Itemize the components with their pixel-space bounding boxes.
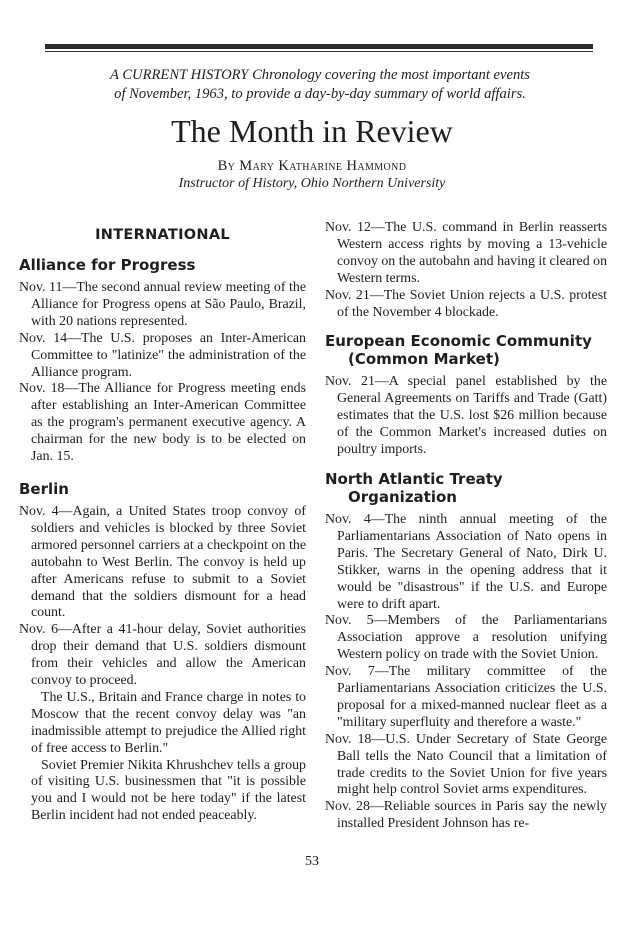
top-rule-thin xyxy=(45,51,593,52)
author-affiliation: Instructor of History, Ohio Northern University xyxy=(178,176,446,191)
entry-berlin-nov21: Nov. 21—The Soviet Union rejects a U.S. protest of the November 4 blockade. xyxy=(325,287,607,320)
entry-berlin-khrushchev: Soviet Premier Nikita Khrushchev tells a group of visiting U.S. businessmen that "it is possible you and I would not be here today" if the latest Berlin incident had not ended peaceably. xyxy=(31,757,306,824)
entry-nato-nov7: Nov. 7—The military committee of the Parliamentarians Association criticizes the U.S. proposal for a mixed-manned nuclear fleet as a "military superfluity and therefore a waste." xyxy=(325,664,607,730)
section-title-nato xyxy=(325,470,607,506)
entry-nato-nov18: Nov. 18—U.S. Under Secretary of State George Ball tells the Nato Council that a limitation of trade credits to the Soviet Union for five years might help control Soviet arms expenditures. xyxy=(325,731,607,798)
section-title-eec xyxy=(325,332,607,368)
intro-blurb xyxy=(60,66,580,104)
left-column xyxy=(19,220,306,825)
entry-alliance-nov11: Nov. 11—The second annual review meeting of the Alliance for Progress opens at São Paulo, Brazil, with 20 nations represented. xyxy=(19,280,306,329)
section-title-berlin: Berlin xyxy=(19,479,69,498)
page-title: The Month in Review xyxy=(171,113,453,149)
entry-berlin-notes: The U.S., Britain and France charge in notes to Moscow that the recent convoy delay was "an inadmissible attempt to prejudice the Allied right of free access to Berlin." xyxy=(31,689,306,756)
entry-alliance-nov18: Nov. 18—The Alliance for Progress meeting ends after establishing an Inter-American Committee as the program's permanent executive agency. A chairman for the new body is to be elected on Jan. 15. xyxy=(19,381,306,465)
right-column xyxy=(325,220,607,833)
entry-alliance-nov14: Nov. 14—The U.S. proposes an Inter-American Committee to "latinize" the administration of the Alliance program. xyxy=(19,330,306,380)
section-title-alliance: Alliance for Progress xyxy=(19,256,196,274)
intro-line-2: of November, 1963, to provide a day-by-day summary of world affairs. xyxy=(114,86,526,102)
section-title-eec-line1: European Economic Community xyxy=(325,332,592,351)
section-title-eec-line2: (Common Market) xyxy=(348,350,500,369)
page-number: 53 xyxy=(305,854,319,869)
entry-berlin-nov4: Nov. 4—Again, a United States troop convoy of soldiers and vehicles is blocked by three Soviet armored personnel carriers at a checkpoint on the autobahn to West Berlin. The convoy is held up after Americans refuse to submit to a Soviet demand that the soldiers dismount for a head count. xyxy=(19,503,306,621)
entry-nato-nov4: Nov. 4—The ninth annual meeting of the Parliamentarians Association of Nato opens in Paris. The Secretary General of Nato, Dirk U. Stikker, warns in the opening address that it would be "disastrous" if the U.S. and Europe were to drift apart. xyxy=(325,511,607,612)
entry-berlin-nov6: Nov. 6—After a 41-hour delay, Soviet authorities drop their demand that U.S. soldiers dismount from their vehicles and allow the American convoy to proceed. xyxy=(19,622,306,689)
author-byline: By Mary Katharine Hammond xyxy=(217,158,407,174)
entry-berlin-nov12: Nov. 12—The U.S. command in Berlin reasserts Western access rights by moving a 13-vehicle convoy on the autobahn and having it cleared on Western terms. xyxy=(325,220,608,286)
entry-nato-nov28: Nov. 28—Reliable sources in Paris say the newly installed President Johnson has re- xyxy=(325,799,607,832)
entry-eec-nov21: Nov. 21—A special panel established by the General Agreements on Tariffs and Trade (Gatt) estimates that the U.S. lost $26 million because of the Common Market's increased duties on poultry imports. xyxy=(325,374,607,458)
intro-line-1: A CURRENT HISTORY Chronology covering the most important events xyxy=(110,67,530,83)
section-title-nato-line1: North Atlantic Treaty xyxy=(325,469,503,488)
international-heading: INTERNATIONAL xyxy=(95,227,230,243)
section-title-nato-line2: Organization xyxy=(348,487,457,506)
top-rule-thick xyxy=(45,44,593,49)
entry-nato-nov5: Nov. 5—Members of the Parliamentarians Association approve a resolution unifying Western policy on trade with the Soviet Union. xyxy=(325,613,607,663)
